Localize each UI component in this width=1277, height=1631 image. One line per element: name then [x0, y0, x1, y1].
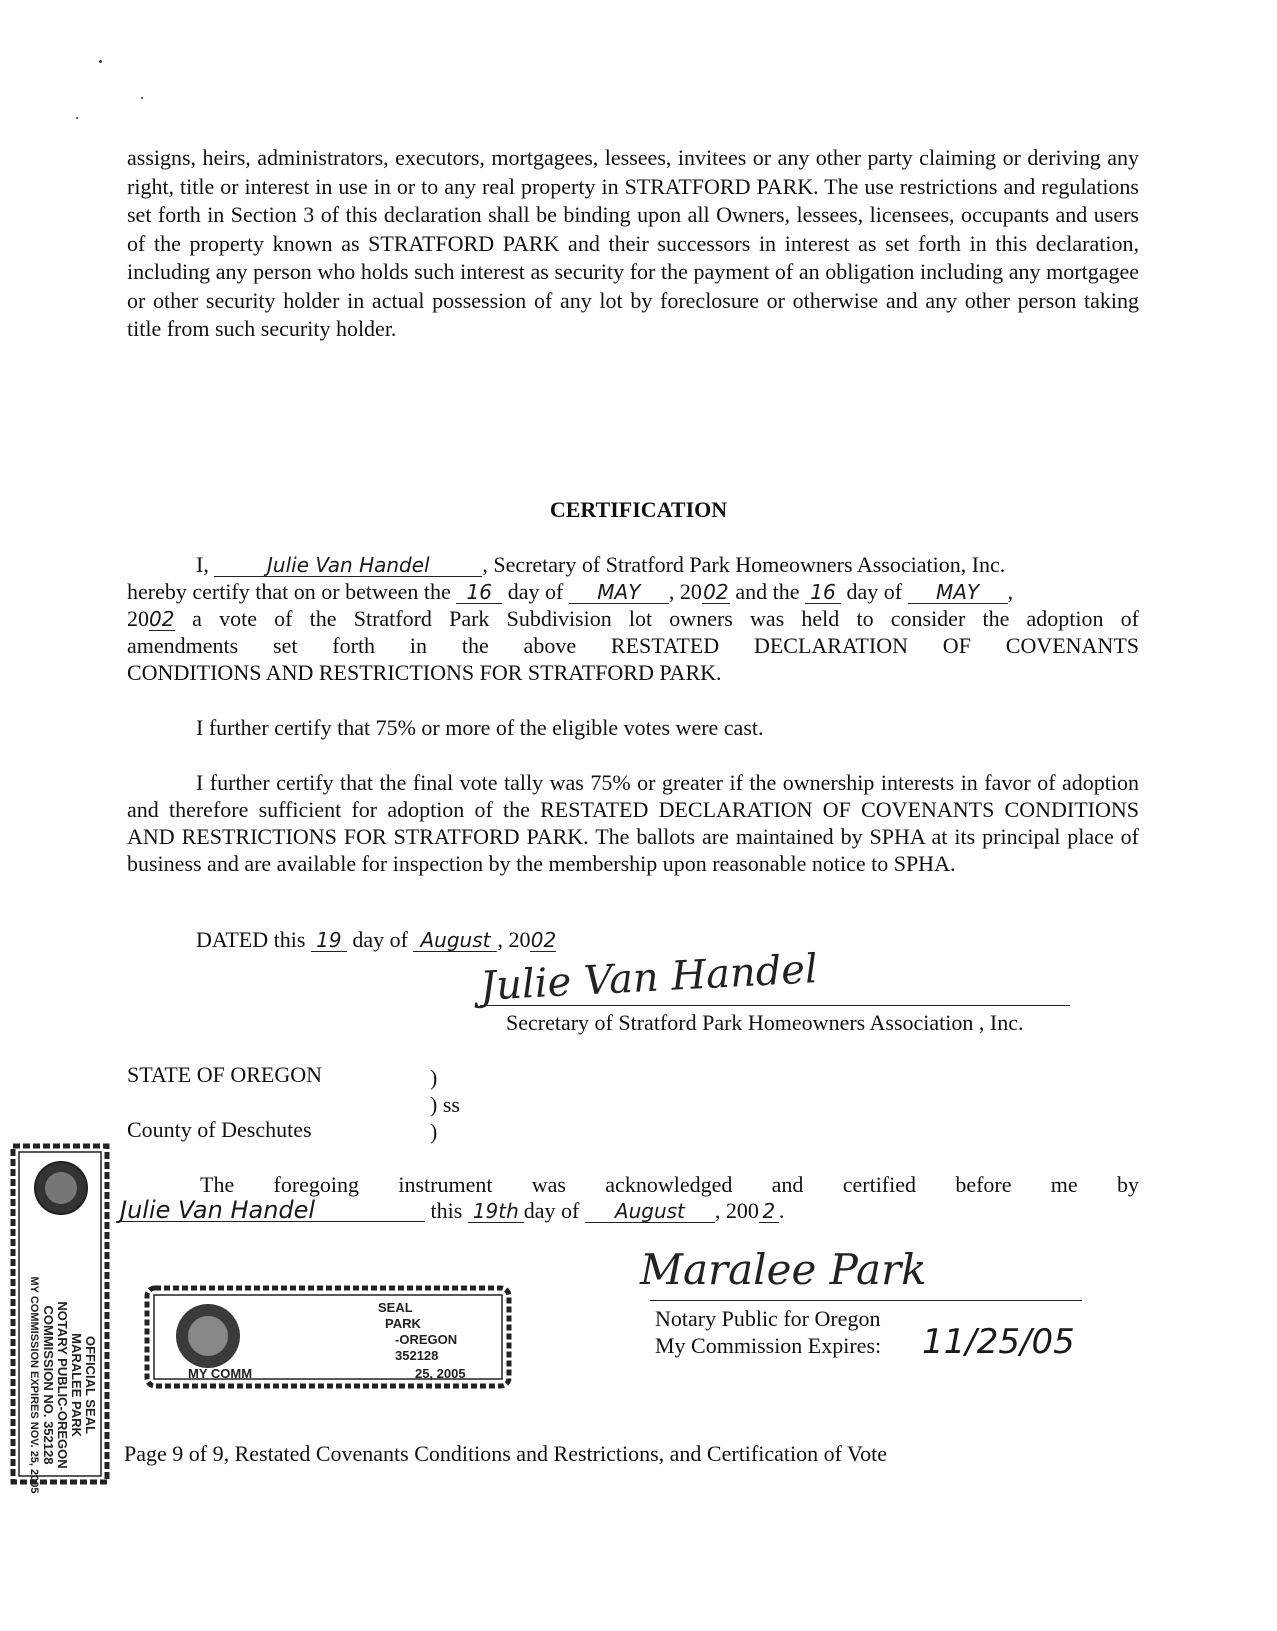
- dated-month-handwritten: August: [413, 929, 497, 952]
- county-label: County of Deschutes: [127, 1117, 312, 1142]
- seal-v-line-2: MARALEE PARK: [69, 1333, 84, 1437]
- signature-line: [480, 1005, 1070, 1006]
- cert-line-2: hereby certify that on or between the 16 day of MAY , 2002 and the 16 day of MAY ,: [127, 579, 1014, 604]
- seal-v-line-5: MY COMMISSION EXPIRES NOV. 25, 2005: [28, 1276, 40, 1494]
- seal-h-line-4: 352128: [395, 1348, 439, 1363]
- year2-handwritten: 02: [149, 607, 175, 631]
- dated-day-handwritten: 19: [311, 929, 347, 952]
- scan-speck: [141, 97, 143, 99]
- paren-1: ): [430, 1065, 438, 1090]
- seal-v-line-4: COMMISSION NO. 352128: [41, 1305, 56, 1465]
- secretary-signature: Julie Van Handel: [479, 946, 819, 1010]
- cert-line-5: CONDITIONS AND RESTRICTIONS FOR STRATFORD PARK.: [127, 660, 722, 685]
- dated-line: DATED this 19 day of August , 2002: [196, 927, 557, 952]
- ss-mark: ) ss: [430, 1092, 460, 1117]
- page-footer: Page 9 of 9, Restated Covenants Conditions and Restrictions, and Certification of Vote: [124, 1441, 887, 1466]
- month2-handwritten: MAY: [908, 581, 1008, 604]
- year1-handwritten: 02: [703, 580, 729, 604]
- day1-handwritten: 16: [456, 581, 502, 604]
- cert-line-1: I, Julie Van Handel , Secretary of Stratford Park Homeowners Association, Inc.: [196, 552, 1006, 577]
- seal-h-line-2: PARK: [385, 1316, 421, 1331]
- state-label: STATE OF OREGON: [127, 1062, 323, 1087]
- acknowledgement-line: The foregoing instrument was acknowledged and certified before me by: [200, 1172, 1139, 1197]
- dated-year-handwritten: 02: [530, 928, 557, 952]
- ack-month-handwritten: August: [585, 1200, 715, 1223]
- notary-title: Notary Public for Oregon: [655, 1306, 881, 1331]
- cert-paragraph-3: I further certify that the final vote tally was 75% or greater if the ownership interests in favor of adoption and therefore sufficient for adoption of the RESTATED DECLARATION OF COVENANTS CONDITIONS AND RESTRICTIONS FOR STRATFORD PARK. The ballots are maintained by SPHA at its principal place of business and are available for inspection by the membership upon reasonable notice to SPHA.: [127, 770, 1139, 876]
- acknowledgement-line-2: Julie Van Handel this 19th day of August , 200 2 .: [120, 1196, 785, 1224]
- notary-signature: Maralee Park: [640, 1245, 927, 1294]
- cert-line-3: 2002 a vote of the Stratford Park Subdivision lot owners was held to consider the adoption of: [127, 606, 1139, 631]
- seal-v-line-3: NOTARY PUBLIC-OREGON: [55, 1301, 70, 1469]
- day2-handwritten: 16: [805, 581, 841, 604]
- commission-label: My Commission Expires:: [655, 1333, 882, 1358]
- body-paragraph: assigns, heirs, administrators, executors, mortgagees, lessees, invitees or any other party claiming or deriving any right, title or interest in use in or to any real property in STRATFORD PARK. The use restrictions and regulations set forth in Section 3 of this declaration shall be binding upon all Owners, lessees, licensees, occupants and users of the property known as STRATFORD PARK and their successors in interest as set forth in this declaration, including any person who holds such interest as security for the payment of an obligation including any mortgagee or other security holder in actual possession of any lot by foreclosure or otherwise and any other person taking title from such security holder.: [127, 145, 1139, 341]
- secretary-name-handwritten: Julie Van Handel: [214, 554, 482, 577]
- scan-speck: [99, 60, 102, 63]
- notary-signature-line: [650, 1300, 1082, 1301]
- vertical-notary-seal: [5, 1140, 115, 1494]
- paren-3: ): [430, 1119, 438, 1144]
- scan-speck: [76, 117, 78, 119]
- seal-h-line-5-left: MY COMM: [188, 1366, 253, 1381]
- cert-paragraph-2: I further certify that 75% or more of the eligible votes were cast.: [196, 715, 764, 740]
- certification-heading: CERTIFICATION: [549, 497, 728, 522]
- commission-date-handwritten: 11/25/05: [922, 1322, 1075, 1362]
- month1-handwritten: MAY: [569, 581, 669, 604]
- ack-name-handwritten: Julie Van Handel: [120, 1199, 425, 1222]
- signature-caption: Secretary of Stratford Park Homeowners Association , Inc.: [506, 1010, 1024, 1035]
- cert-line-4: amendments set forth in the above RESTATED DECLARATION OF COVENANTS: [127, 633, 1139, 658]
- horizontal-notary-seal: [143, 1284, 513, 1390]
- seal-v-line-1: OFFICIAL SEAL: [83, 1336, 98, 1434]
- seal-h-line-5-right: 25, 2005: [415, 1366, 466, 1381]
- seal-h-line-1: SEAL: [378, 1300, 413, 1315]
- ack-year-handwritten: 2: [759, 1200, 779, 1223]
- ack-day-handwritten: 19th: [468, 1200, 524, 1223]
- seal-h-line-3: -OREGON: [395, 1332, 458, 1347]
